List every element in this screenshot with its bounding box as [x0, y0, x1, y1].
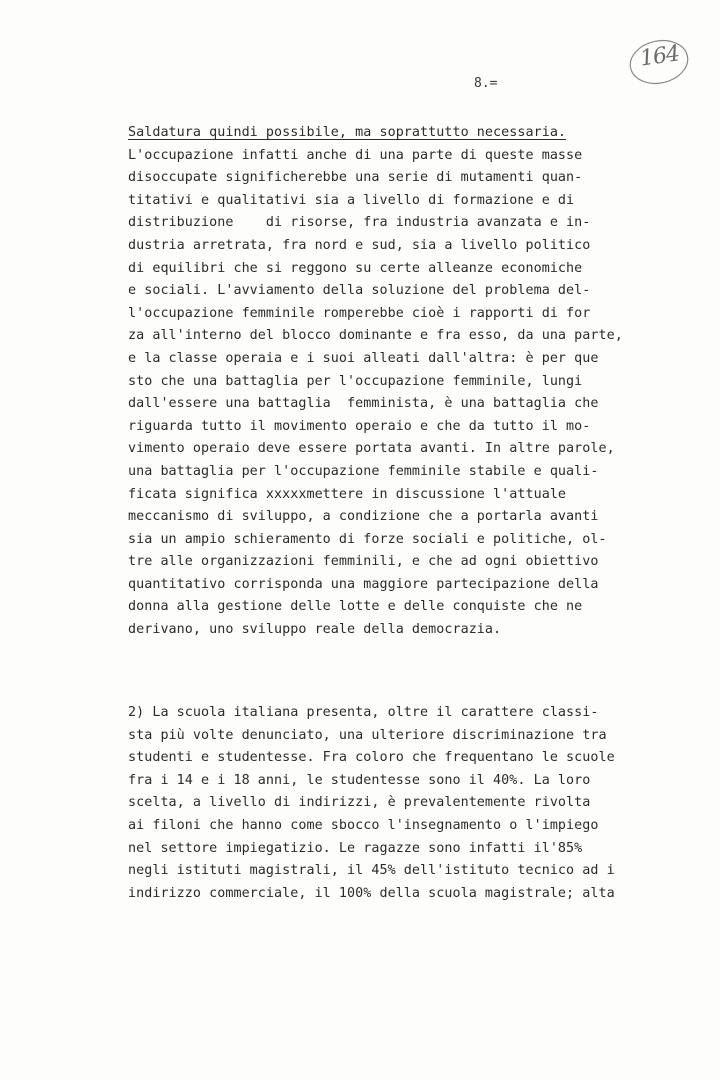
- text-line: donna alla gestione delle lotte e delle conquiste che ne: [128, 599, 583, 615]
- text-line: sta più volte denunciato, una ulteriore discriminazione tra: [128, 727, 607, 743]
- text-line: riguarda tutto il movimento operaio e che da tutto il mo-: [128, 418, 591, 434]
- page-number: 8.=: [474, 76, 498, 91]
- text-line: ai filoni che hanno come sbocco l'insegnamento o l'impiego: [128, 817, 599, 833]
- text-line: e la classe operaia e i suoi alleati dall'altra: è per que: [128, 350, 599, 366]
- text-line: 2) La scuola italiana presenta, oltre il carattere classi-: [128, 705, 599, 720]
- text-line: sto che una battaglia per l'occupazione femminile, lungi: [128, 373, 583, 389]
- text-line: distribuzione di risorse, fra industria avanzata e in-: [128, 215, 591, 231]
- text-line: sia un ampio schieramento di forze sociali e politiche, ol-: [128, 531, 607, 547]
- text-line: negli istituti magistrali, il 45% dell'istituto tecnico ad i: [128, 863, 615, 879]
- text-line: studenti e studentesse. Fra coloro che frequentano le scuole: [128, 750, 615, 766]
- paragraph-1: [128, 122, 648, 642]
- text-line: quantitativo corrisponda una maggiore partecipazione della: [128, 576, 599, 592]
- paragraph-heading: Saldatura quindi possibile, ma soprattutto necessaria.: [128, 125, 567, 140]
- text-line: una battaglia per l'occupazione femminile stabile e quali-: [128, 463, 599, 479]
- text-line: di equilibri che si reggono su certe alleanze economiche: [128, 260, 583, 276]
- text-line: e sociali. L'avviamento della soluzione del problema del-: [128, 283, 591, 299]
- text-line: l'occupazione femminile romperebbe cioè i rapporti di for: [128, 305, 591, 321]
- text-line: vimento operaio deve essere portata avanti. In altre parole,: [128, 441, 615, 457]
- text-line: L'occupazione infatti anche di una parte di queste masse: [128, 147, 583, 163]
- text-line: scelta, a livello di indirizzi, è prevalentemente rivolta: [128, 795, 591, 811]
- text-line: ficata significa xxxxxmettere in discussione l'attuale: [128, 486, 567, 502]
- text-line: nel settore impiegatizio. Le ragazze sono infatti il'85%: [128, 840, 583, 856]
- text-line: dall'essere una battaglia femminista, è una battaglia che: [128, 396, 599, 412]
- text-line: dustria arretrata, fra nord e sud, sia a livello politico: [128, 237, 591, 253]
- archive-stamp-number: 164: [638, 41, 681, 72]
- text-line: meccanismo di sviluppo, a condizione che a portarla avanti: [128, 509, 599, 525]
- text-line: indirizzo commerciale, il 100% della scuola magistrale; alta: [128, 885, 615, 901]
- text-line: disoccupate significherebbe una serie di mutamenti quan-: [128, 170, 583, 186]
- text-line: titativi e qualitativi sia a livello di formazione e di: [128, 192, 575, 208]
- paragraph-2: [128, 702, 648, 905]
- text-line: derivano, uno sviluppo reale della democrazia.: [128, 622, 502, 638]
- text-line: fra i 14 e i 18 anni, le studentesse sono il 40%. La loro: [128, 772, 591, 788]
- text-line: tre alle organizzazioni femminili, e che ad ogni obiettivo: [128, 554, 599, 570]
- text-line: za all'interno del blocco dominante e fra esso, da una parte,: [128, 328, 623, 344]
